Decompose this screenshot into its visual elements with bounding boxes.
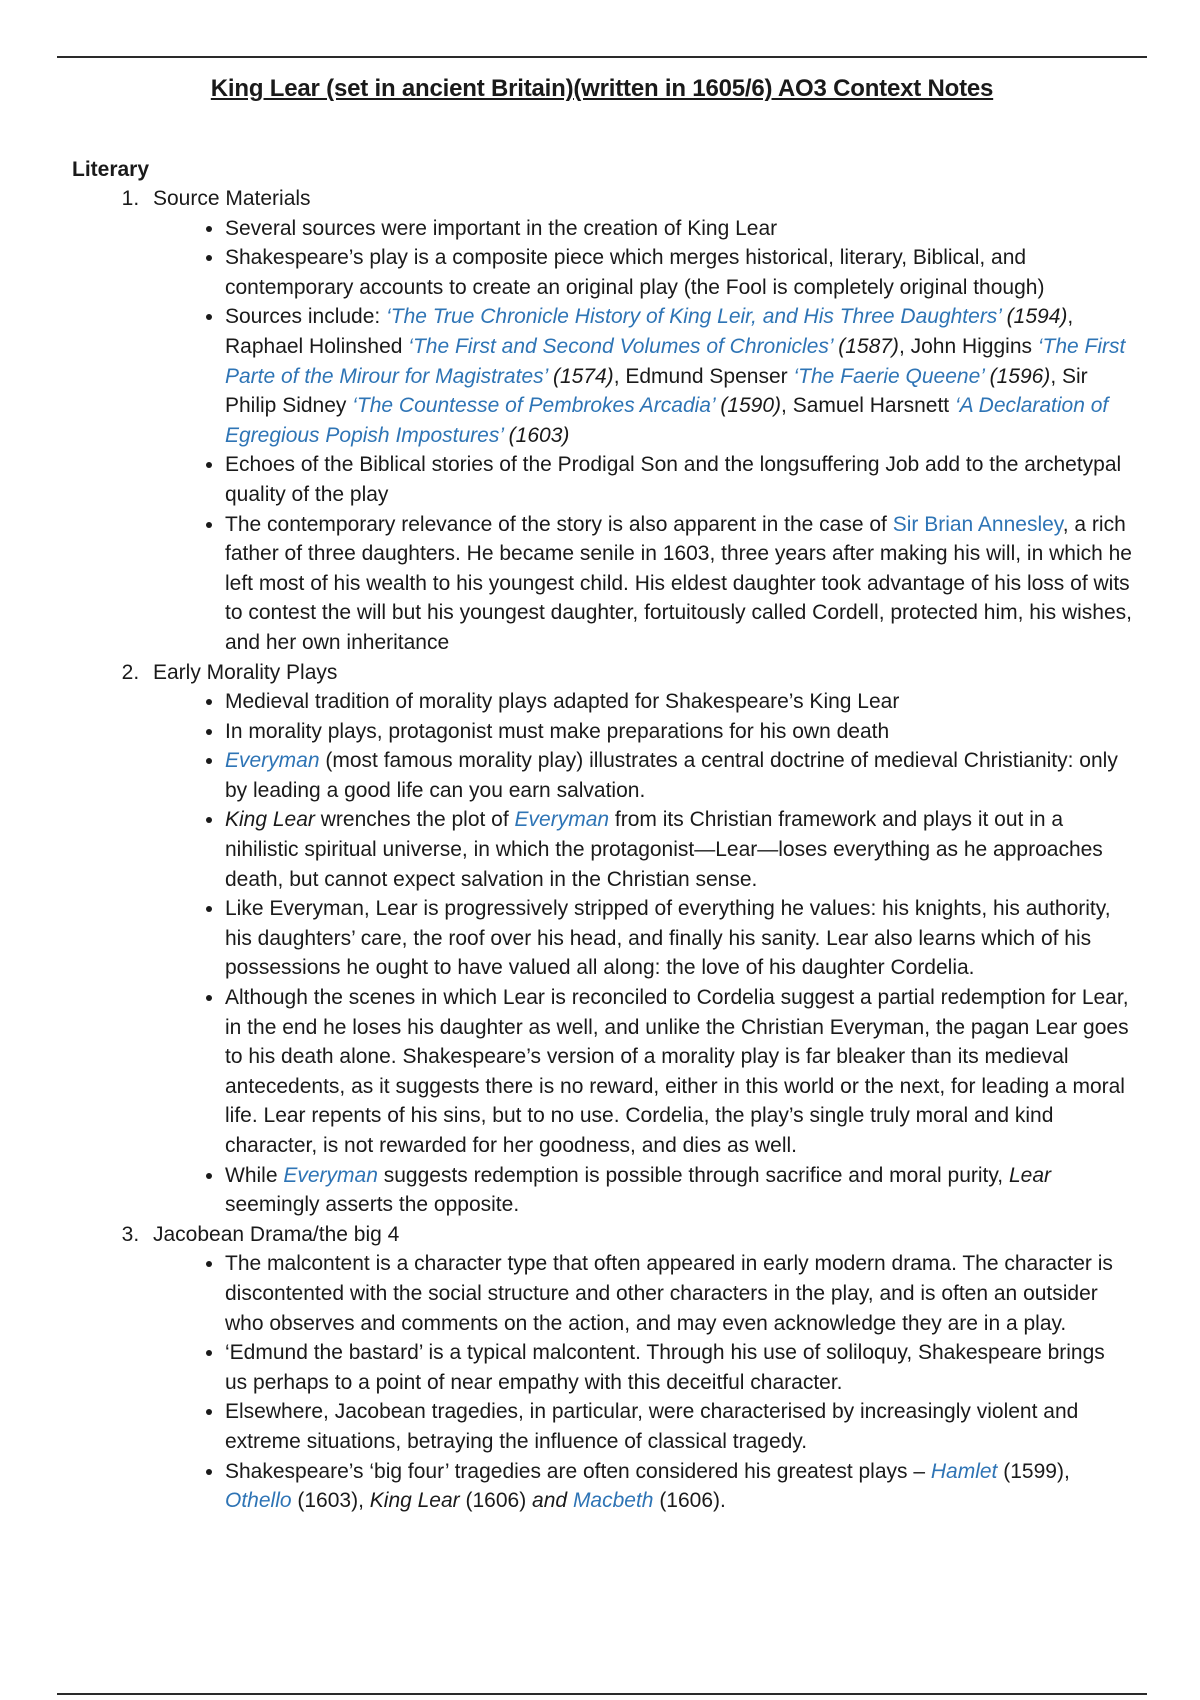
bullet-item (225, 1457, 1132, 1516)
reference-link-text: Everyman (225, 749, 320, 773)
italic-text: Lear (1008, 1163, 1052, 1187)
bullet-text: Medieval tradition of morality plays adapted for Shakespeare’s King Lear (225, 690, 900, 714)
bullet-item (225, 243, 1132, 302)
bullet-text: Like Everyman, Lear is progressively stripped of everything he values: his knights, his authority, his daughters’ care, the roof over his head, and finally his sanity. Lear also learns which of his possessions he ought to have valued all along: the love of his daughter Cordelia. (225, 897, 1111, 980)
bullet-text: Although the scenes in which Lear is reconciled to Cordelia suggest a partial redemption for Lear, in the end he loses his daughter as well, and unlike the Christian Everyman, the pagan Lear goes to his death alone. Shakespeare’s version of a morality play is far bleaker than its medieval antecedents, as it suggests there is no reward, either in this world or the next, for leading a moral life. Lear repents of his sins, but to no use. Cordelia, the play’s single truly moral and kind character, is not rewarded for her goodness, and dies as well. (225, 986, 1129, 1157)
bullet-list (153, 214, 1132, 658)
bullet-item (225, 302, 1132, 450)
bullet-text: ‘Edmund the bastard’ is a typical malcontent. Through his use of soliloquy, Shakespeare brings us perhaps to a point of near empathy with this deceitful character. (225, 1341, 1105, 1394)
bullet-item (225, 1338, 1132, 1397)
bullet-text: The contemporary relevance of the story is also apparent in the case of (225, 512, 893, 536)
bullet-text: Shakespeare’s play is a composite piece which merges historical, literary, Biblical, and contemporary accounts to create an original play (the Fool is completely original though) (225, 246, 1045, 299)
bullet-text: The malcontent is a character type that often appeared in early modern drama. The character is discontented with the social structure and other characters in the play, and is often an outsider who observes and comments on the action, and may even acknowledge they are in a play. (225, 1252, 1113, 1335)
bullet-text: , Raphael Holinshed (225, 305, 1074, 358)
document-title: King Lear (set in ancient Britain)(written in 1605/6) AO3 Context Notes (210, 75, 994, 102)
bullet-text: suggests redemption is possible through sacrifice and moral purity, (377, 1163, 1009, 1187)
bullet-item (225, 214, 1132, 244)
bullet-item (225, 510, 1132, 658)
reference-link-text: Everyman (514, 808, 610, 832)
bullet-text: Shakespeare’s ‘big four’ tragedies are often considered his greatest plays – (225, 1459, 931, 1483)
bullet-text: In morality plays, protagonist must make preparations for his own death (225, 719, 890, 743)
bullet-item (225, 687, 1132, 717)
italic-text: (1596) (983, 364, 1051, 388)
reference-link-text: Macbeth (572, 1489, 654, 1513)
section-title: Jacobean Drama/the big 4 (153, 1222, 400, 1246)
section-heading-literary: Literary (72, 158, 150, 181)
bullet-item (225, 1397, 1132, 1456)
italic-text: (1587) (832, 334, 899, 358)
bullet-text: , a rich father of three daughters. He became senile in 1603, three years after making his will, in which he left most of his wealth to his youngest child. His eldest daughter took advantage of his loss of wits to contest the will but his youngest daughter, fortuitously called Cordell, protected him, his wishes, and her own inheritance (225, 512, 1132, 654)
section-title: Early Morality Plays (153, 660, 338, 684)
reference-link-text: ‘The True Chronicle History of King Leir, and His Three Daughters’ (386, 305, 1001, 329)
bullet-text: (1599), (997, 1459, 1070, 1483)
bullet-text: While (225, 1163, 284, 1187)
reference-link-text: ‘The First Parte of the Mirour for Magistrates’ (225, 334, 1126, 388)
bullet-item (225, 983, 1132, 1161)
bullet-text: (most famous morality play) illustrates a central doctrine of medieval Christianity: only by leading a good life can you earn salvation. (225, 749, 1118, 802)
bullet-text: , John Higgins (898, 334, 1038, 358)
bullet-text: (1606). (653, 1489, 726, 1513)
bullet-text: Echoes of the Biblical stories of the Prodigal Son and the longsuffering Job add to the archetypal quality of the play (225, 453, 1122, 506)
top-rule (57, 56, 1147, 58)
section-title: Source Materials (153, 187, 311, 210)
italic-text: (1574) (547, 364, 614, 388)
reference-link-text: Othello (225, 1489, 292, 1513)
reference-link-text: Hamlet (930, 1459, 998, 1483)
bullet-item (225, 746, 1132, 805)
bullet-text: Elsewhere, Jacobean tragedies, in particular, were characterised by increasingly violent and extreme situations, betraying the influence of classical tragedy. (225, 1400, 1079, 1453)
bullet-text: , Edmund Spenser (613, 364, 794, 388)
bullet-item (225, 717, 1132, 747)
bullet-item (225, 450, 1132, 509)
bullet-item (225, 1161, 1132, 1220)
bullet-text: (1606) (459, 1489, 533, 1513)
numbered-section-list (72, 184, 1132, 1516)
italic-text: (1594) (1000, 305, 1068, 329)
bullet-text: wrenches the plot of (314, 808, 515, 832)
bullet-list (153, 1249, 1132, 1515)
reference-link-text: ‘A Declaration of Egregious Popish Impostures’ (225, 394, 1109, 447)
bullet-text: (1603), (291, 1489, 370, 1513)
reference-link-text: ‘The Countesse of Pembrokes Arcadia’ (352, 394, 715, 418)
bullet-text: seemingly asserts the opposite. (225, 1193, 520, 1217)
bullet-text: , Samuel Harsnett (781, 394, 955, 418)
bullet-text: from its Christian framework and plays it out in a nihilistic spiritual universe, in which the protagonist—Lear—loses everything as he approaches death, but cannot expect salvation in the Christian sense. (225, 808, 1103, 891)
bullet-text: Several sources were important in the creation of King Lear (225, 216, 778, 240)
italic-text: (1603) (502, 423, 570, 447)
bullet-text: , Sir Philip Sidney (225, 364, 1088, 418)
bottom-rule (57, 1693, 1147, 1695)
italic-text: King Lear (369, 1489, 460, 1513)
italic-text: and (532, 1489, 568, 1513)
bullet-text: Sources include: (225, 305, 387, 329)
reference-link-text: Sir Brian Annesley (892, 512, 1063, 536)
document-page (72, 73, 1132, 1516)
reference-link-text: ‘The Faerie Queene’ (793, 364, 984, 388)
italic-text: (1590) (714, 394, 782, 418)
bullet-item (225, 805, 1132, 894)
section-early-morality-plays (145, 658, 1132, 1220)
section-jacobean-drama (145, 1220, 1132, 1516)
italic-text: King Lear (225, 808, 315, 832)
section-source-materials (145, 184, 1132, 658)
bullet-item (225, 1249, 1132, 1338)
bullet-list (153, 687, 1132, 1220)
reference-link-text: ‘The First and Second Volumes of Chronicles’ (408, 334, 833, 358)
bullet-item (225, 894, 1132, 983)
reference-link-text: Everyman (283, 1163, 378, 1187)
